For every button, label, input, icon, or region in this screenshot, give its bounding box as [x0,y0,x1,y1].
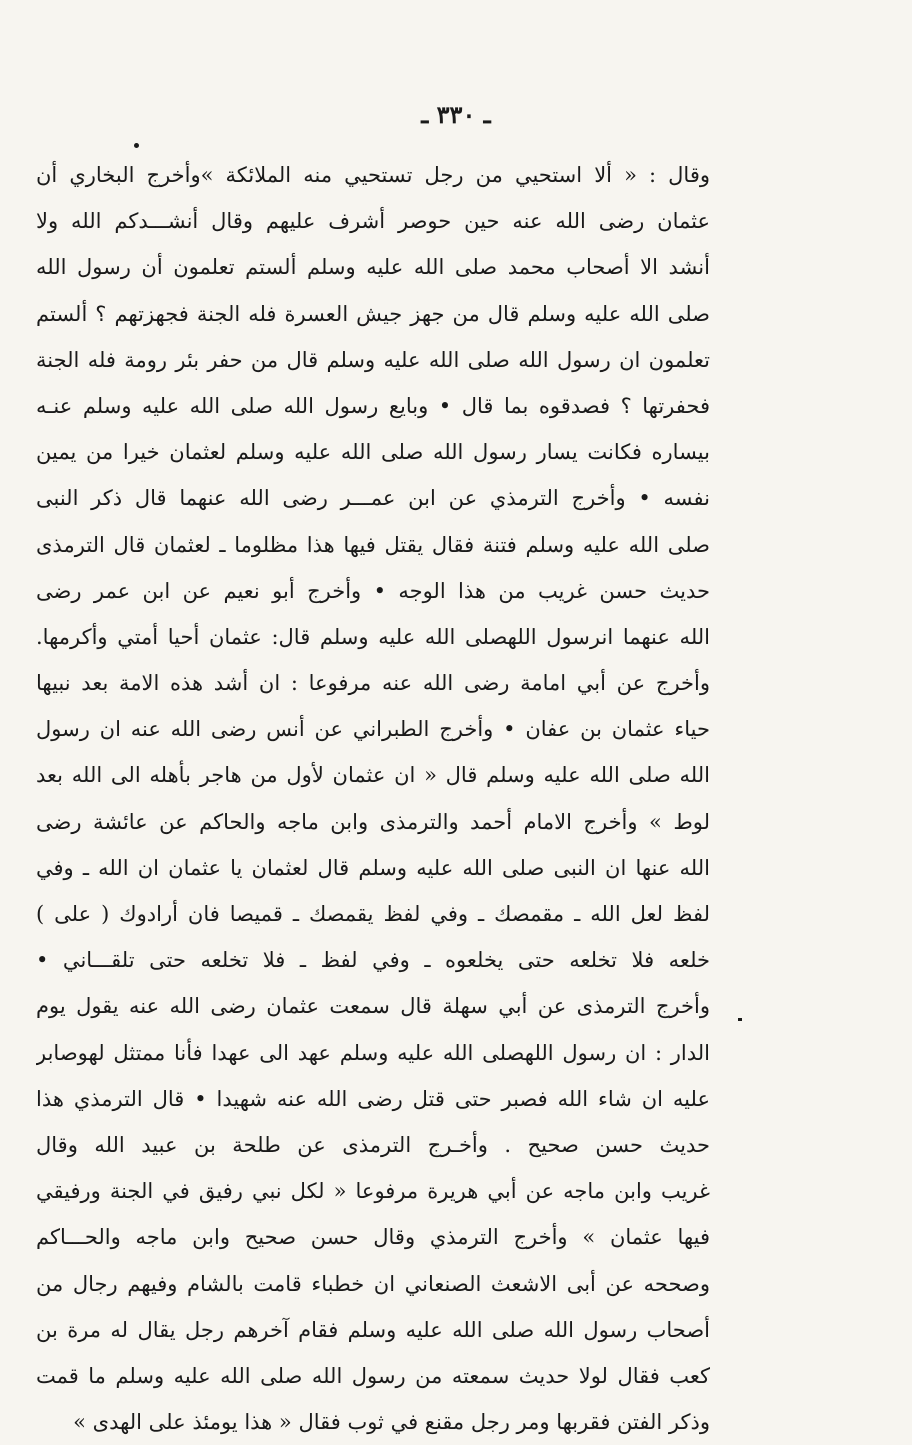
margin-mark [738,1018,742,1021]
text-line: فحفرتها ؟ فصدقوه بما قال • وبايع رسول الله صلى الله عليه وسلم عنـه [36,393,710,418]
text-line: عليه ان شاء الله فصبر حتى قتل رضى الله عنه شهيدا • قال الترمذي هذا [36,1086,710,1111]
text-line: صلى الله عليه وسلم فتنة فقال يقتل فيها هذا مظلوما ـ لعثمان قال الترمذى [36,532,710,557]
text-line: وذكر الفتن فقربها ومر رجل مقنع في ثوب فقال « هذا يومئذ على الهدى » [73,1410,710,1435]
text-line: الله صلى الله عليه وسلم قال « ان عثمان لأول من هاجر بأهله الى الله بعد [36,763,710,788]
text-line: كعب فقال لولا حديث سمعته من رسول الله صلى الله عليه وسلم ما قمت [36,1363,710,1388]
text-line: الله عنها ان النبى صلى الله عليه وسلم قال لعثمان يا عثمان ان الله ـ وفي [36,855,710,880]
text-line: لوط » وأخرج الامام أحمد والترمذى وابن ماجه والحاكم عن عائشة رضى [36,809,710,834]
text-line: غريب وابن ماجه عن أبي هريرة مرفوعا « لكل نبي رفيق في الجنة ورفيقي [36,1179,710,1204]
text-line: تعلمون ان رسول الله صلى الله عليه وسلم قال من حفر بئر رومة فله الجنة [36,347,710,372]
text-line: حديث حسن صحيح . وأخـرج الترمذى عن طلحة بن عبيد الله وقال [36,1132,710,1157]
text-line: وصححه عن أبى الاشعث الصنعاني ان خطباء قامت بالشام وفيهم رجال من [36,1271,710,1296]
text-line: الدار : ان رسول اللهصلى الله عليه وسلم عهد الى عهدا فأنا ممتثل لهوصابر [36,1040,710,1065]
text-line: أنشد الا أصحاب محمد صلى الله عليه وسلم ألستم تعلمون أن رسول الله [36,255,710,280]
text-line: الله عنهما انرسول اللهصلى الله عليه وسلم قال: عثمان أحيا أمتي وأكرمها. [36,624,710,649]
text-line: نفسه • وأخرج الترمذي عن ابن عمـــر رضى الله عنهما قال ذكر النبى [36,486,710,511]
text-line: حديث حسن غريب من هذا الوجه • وأخرج أبو نعيم عن ابن عمر رضى [36,578,710,603]
text-line: خلعه فلا تخلعه حتى يخلعوه ـ وفي لفظ ـ فلا تخلعه حتى تلقـــاني • [36,948,710,973]
body-text [36,152,710,1445]
text-line: بيساره فكانت يسار رسول الله صلى الله عليه وسلم لعثمان خيرا من يمين [36,440,710,465]
ink-dot [134,143,139,148]
text-line: أصحاب رسول الله صلى الله عليه وسلم فقام آخرهم رجل يقال له مرة بن [36,1317,710,1342]
text-line: لفظ لعل الله ـ مقمصك ـ وفي لفظ يقمصك ـ قميصا فان أرادوك ( على ) [36,902,710,926]
text-line: حياء عثمان بن عفان • وأخرج الطبراني عن أنس رضى الله عنه ان رسول [36,717,710,742]
text-line: وأخرج الترمذى عن أبي سهلة قال سمعت عثمان رضى الله عنه يقول يوم [36,994,710,1019]
text-line: وأخرج عن أبي امامة رضى الله عنه مرفوعا : ان أشد هذه الامة بعد نبيها [36,671,710,696]
text-line: فيها عثمان » وأخرج الترمذي وقال حسن صحيح وابن ماجه والحـــاكم [36,1225,710,1250]
page-number: ـ ٣٣٠ ـ [421,100,491,129]
text-line: عثمان رضى الله عنه حين حوصر أشرف عليهم وقال أنشـــدكم الله ولا [36,209,710,234]
text-line: وقال : « ألا استحيي من رجل تستحيي منه الملائكة »وأخرج البخاري أن [36,163,710,187]
text-line: صلى الله عليه وسلم قال من جهز جيش العسرة فله الجنة فجهزتهم ؟ ألستم [36,301,710,326]
